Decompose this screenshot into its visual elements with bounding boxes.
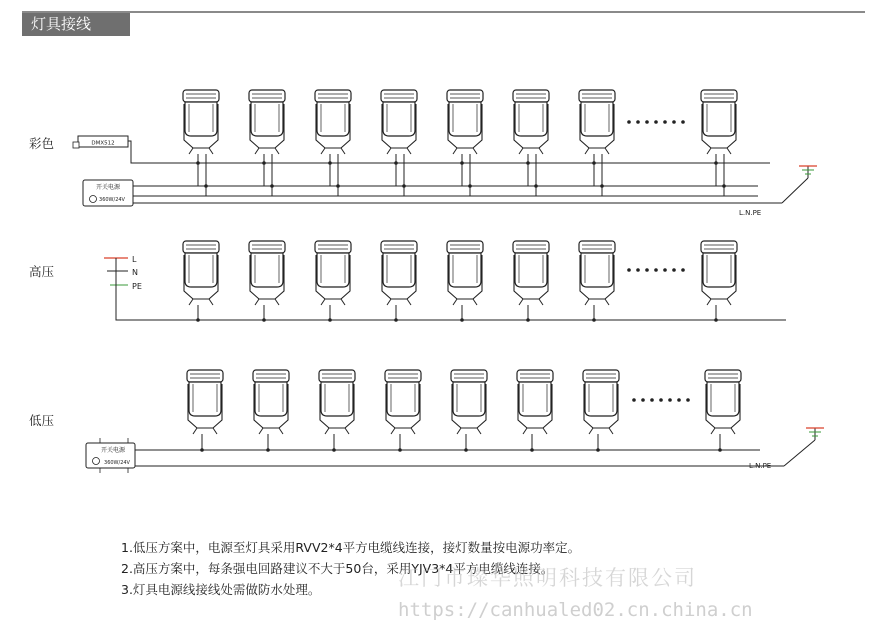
lamp-fixture xyxy=(579,241,615,305)
lamp-fixture xyxy=(385,370,421,434)
lamp-fixture xyxy=(513,90,549,154)
section-title: 灯具接线 xyxy=(22,13,130,36)
svg-text:开关电源: 开关电源 xyxy=(100,447,126,454)
terminal-l: L xyxy=(132,255,137,264)
lamp-fixture xyxy=(253,370,289,434)
terminal-lnpe: L.N.PE xyxy=(749,462,772,470)
lamp-fixture xyxy=(315,241,351,305)
terminal-lnpe: L.N.PE xyxy=(739,209,762,217)
terminal-pe: PE xyxy=(132,282,142,291)
lamp-fixture xyxy=(513,241,549,305)
watermark-url: https://canhualed02.cn.china.cn xyxy=(398,599,753,621)
lamp-fixture xyxy=(249,90,285,154)
lamp-fixture xyxy=(447,241,483,305)
svg-text:360W/24V: 360W/24V xyxy=(104,460,130,466)
lamp-fixture xyxy=(381,90,417,154)
lamp-fixture xyxy=(701,241,737,305)
row-high-voltage-diagram xyxy=(104,241,786,322)
row-color-diagram xyxy=(73,90,817,217)
dmx-label: DMX512 xyxy=(91,140,115,147)
lamp-fixture xyxy=(315,90,351,154)
lamp-fixture xyxy=(187,370,223,434)
note-3: 3.灯具电源线接线处需做防水处理。 xyxy=(121,582,321,597)
row-label-color: 彩色 xyxy=(29,136,55,151)
lamp-fixture xyxy=(249,241,285,305)
row-label-low-voltage: 低压 xyxy=(29,413,55,428)
lamp-fixture xyxy=(183,90,219,154)
lamp-fixture xyxy=(517,370,553,434)
terminal-n: N xyxy=(132,268,138,277)
lamp-fixture xyxy=(705,370,741,434)
note-2: 2.高压方案中，每条强电回路建议不大于50台，采用YJV3*4平方电缆线连接。 xyxy=(121,561,554,576)
lamp-fixture xyxy=(319,370,355,434)
lamp-fixture xyxy=(579,90,615,154)
dmx-port xyxy=(73,142,79,148)
lamp-fixture xyxy=(701,90,737,154)
note-1: 1.低压方案中，电源至灯具采用RVV2*4平方电缆线连接，接灯数量按电源功率定。 xyxy=(121,540,581,555)
lamp-fixture xyxy=(451,370,487,434)
lamp-fixture xyxy=(381,241,417,305)
lamp-fixture xyxy=(583,370,619,434)
more-lamps-ellipsis xyxy=(627,120,685,124)
svg-text:开关电源: 开关电源 xyxy=(95,184,121,191)
row-label-high-voltage: 高压 xyxy=(29,264,55,279)
watermark-company: 江门市璨华照明科技有限公司 xyxy=(398,566,697,590)
lamp-fixture xyxy=(183,241,219,305)
more-lamps-ellipsis xyxy=(627,268,685,272)
more-lamps-ellipsis xyxy=(632,398,690,402)
lamp-fixture xyxy=(447,90,483,154)
svg-text:360W/24V: 360W/24V xyxy=(99,197,125,203)
row-low-voltage-diagram xyxy=(86,370,824,473)
